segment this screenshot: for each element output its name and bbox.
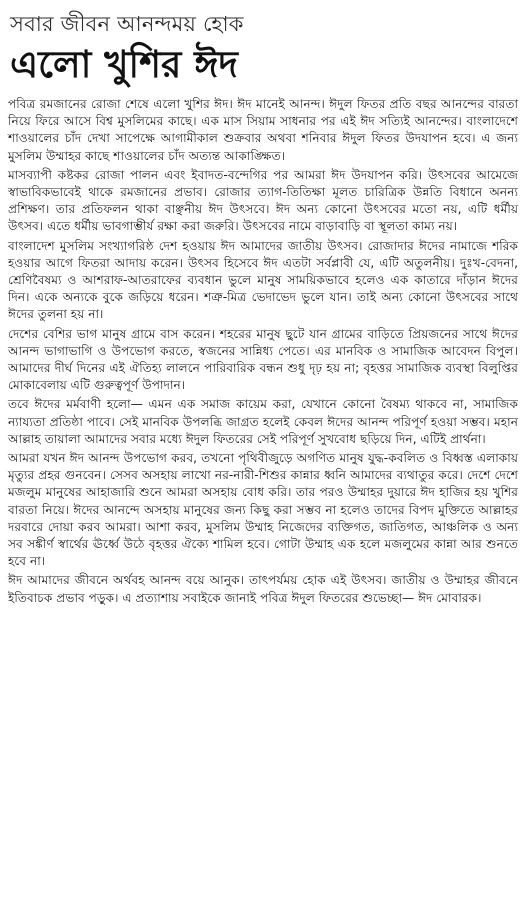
page-title: এলো খুশির ঈদ bbox=[10, 43, 238, 86]
paragraph: মাসব্যাপী কষ্টকর রোজা পালন এবং ইবাদত-বন্দেগির পর আমরা ঈদ উদযাপন করি। উৎসবের আমেজে স্বাভাবিকভাবেই থাকে রমজানের প্রভাব। রোজার ত্যাগ-তিতিক্ষা মূলত চারিত্রিক উন্নতি বিধানে অনন্য প্রশিক্ষণ। তার প্রতিফলন থাকা বাঞ্ছনীয় ঈদ উৎসবে। ঈদ অন্য কোনো উৎসবের মতো নয়, এটি ধর্মীয় উৎসব। এতে ধর্মীয় ভাবগাম্ভীর্য রক্ষা করা জরুরি। উৎসবের নামে বাড়াবাড়ি বা স্থূলতা কাম্য নয়। bbox=[8, 167, 518, 234]
paragraph: তবে ঈদের মর্মবাণী হলো— এমন এক সমাজ কায়েম করা, যেখানে কোনো বৈষম্য থাকবে না, সামাজিক ন্যায্যতা প্রতিষ্ঠা পাবে। সেই মানবিক উপলব্ধি জাগ্রত হলেই কেবল ঈদের আনন্দ পরিপূর্ণ হওয়া সম্ভব। মহান আল্লাহ তায়ালা আমাদের সবার মধ্যে ঈদুল ফিতরের সেই পরিপূর্ণ সুখবোধ ছড়িয়ে দিন, এটিই প্রার্থনা। bbox=[8, 397, 518, 446]
paragraph: দেশের বেশির ভাগ মানুষ গ্রামে বাস করেন। শহরের মানুষ ছুটে যান গ্রামের বাড়িতে প্রিয়জনের সাথে ঈদের আনন্দ ভাগাভাগি ও উপভোগ করতে, স্বজনের সান্নিধ্য পেতে। এর মানবিক ও সামাজিক আবেদন বিপুল। আমাদের দীর্ঘ দিনের এই ঐতিহ্য লালনে পারিবারিক বন্ধন শুধু দৃঢ় হয় না; বৃহত্তর সামাজিক ব্যবস্থা বিলুপ্তির মোকাবেলায় এটি গুরুত্বপূর্ণ উপাদান। bbox=[8, 326, 518, 393]
article-body bbox=[8, 96, 518, 607]
paragraph: পবিত্র রমজানের রোজা শেষে এলো খুশির ঈদ। ঈদ মানেই আনন্দ। ঈদুল ফিতর প্রতি বছর আনন্দের বারতা নিয়ে ফিরে আসে বিশ্ব মুসলিমের কাছে। এক মাস সিয়াম সাধনার পর এই ঈদ সত্যিই আনন্দের। বাংলাদেশে শাওয়ালের চাঁদ দেখা সাপেক্ষে আগামীকাল শুক্রবার অথবা শনিবার ঈদুল ফিতর উদযাপন হবে। এ জন্য মুসলিম উম্মাহর কাছে শাওয়ালের চাঁদ অত্যন্ত আকাঙ্ক্ষিত। bbox=[8, 97, 518, 163]
paragraph: বাংলাদেশ মুসলিম সংখ্যাগরিষ্ঠ দেশ হওয়ায় ঈদ আমাদের জাতীয় উৎসব। রোজাদার ঈদের নামাজে শরিক হওয়ার আগে ফিতরা আদায় করেন। উৎসব হিসেবে ঈদ এতটা সর্বপ্লাবী যে, এটি অতুলনীয়। দুঃখ-বেদনা, শ্রেণিবৈষম্য ও আশরাফ-আতরাফের ব্যবধান ভুলে মানুষ সাময়িকভাবে হলেও এক কাতারে দাঁড়ান ঈদের দিন। একে অন্যকে বুকে জড়িয়ে ধরেন। শত্রু-মিত্র ভেদাভেদ ভুলে যান। তাই অন্য কোনো উৎসবের সাথে ঈদের তুলনা হয় না। bbox=[8, 238, 518, 322]
kicker-heading: সবার জীবন আনন্দময় হোক bbox=[10, 12, 244, 36]
paragraph: আমরা যখন ঈদ আনন্দ উপভোগ করব, তখনো পৃথিবীজুড়ে অগণিত মানুষ যুদ্ধ-কবলিত ও বিধ্বস্ত এলাকায় মৃত্যুর প্রহর গুনবেন। সেসব অসহায় লাখো নর-নারী-শিশুর কান্নার ধ্বনি আমাদের ব্যথাতুর করে। দেশে দেশে মজলুম মানুষের আহাজারি শুনে আমরা অসহায় বোধ করি। তার পরও উম্মাহর দুয়ারে ঈদ হাজির হয় খুশির বারতা নিয়ে। ঈদের আনন্দে অসহায় মানুষের জন্য কিছু করা সম্ভব না হলেও তাদের বিপদ মুক্তিতে আল্লাহর দরবারে দোয়া করব আমরা। আশা করব, মুসলিম উম্মাহ নিজেদের ব্যক্তিগত, জাতিগত, আঞ্চলিক ও অন্য সব সঙ্কীর্ণ স্বার্থের ঊর্ধ্বে উঠে বৃহত্তর ঐক্যে শামিল হবে। গোটা উম্মাহ এক হলে মজলুমের কান্না আর শুনতে হবে না। bbox=[8, 451, 518, 569]
paragraph: ঈদ আমাদের জীবনে অর্থবহ আনন্দ বয়ে আনুক। তাৎপর্যময় হোক এই উৎসব। জাতীয় ও উম্মাহর জীবনে ইতিবাচক প্রভাব পড়ুক। এ প্রত্যাশায় সবাইকে জানাই পবিত্র ঈদুল ফিতরের শুভেচ্ছা— ঈদ মোবারক। bbox=[8, 573, 518, 605]
